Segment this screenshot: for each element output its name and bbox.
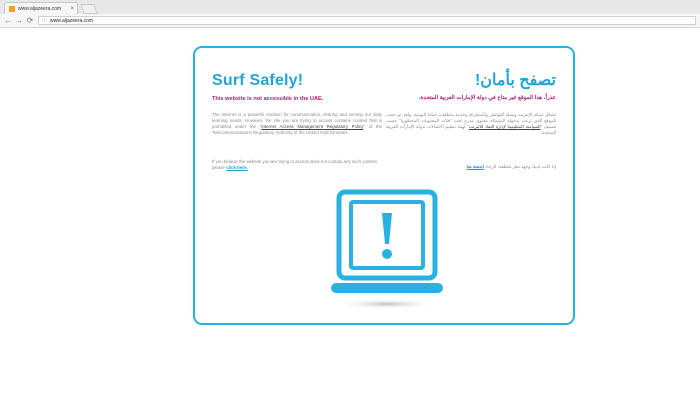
- address-url: www.aljazeera.com: [50, 17, 94, 24]
- page-title-en: Surf Safely!: [212, 72, 304, 89]
- browser-tab[interactable]: [4, 2, 78, 14]
- body-en-part3: If you believe the website you are trying to access does not contain any such content, please: [212, 159, 378, 170]
- address-bar[interactable]: [38, 16, 696, 25]
- page-title-ar: تصفح بأمان!: [474, 72, 556, 89]
- browser-toolbar: [0, 14, 700, 28]
- body-ar-part3: إذا كانت لديك وجهة نظر مختلفة، الرجاء: [485, 164, 556, 169]
- tab-title: www.aljazeera.com: [18, 5, 62, 12]
- body-text-ar: تشكل شبكة الإنترنت وسيلة للتواصل والمشاركة وخدمة متطلبات حياتنا اليومية. ولقد تم حجب الموقع الذي ترغب بدخوله لاشتماله محتوى مدرج تحت "فئات المحتويات المحظورة" حسب تصنيف "السياسة التنظيمية لإدارة النفاذ للانترنت" لهيئة تنظيم الاتصالات بدولة الإمارات العربية المتحدة.: [386, 112, 557, 135]
- body-ar-part2: لهيئة تنظيم الاتصالات بدولة الإمارات العربية المتحدة.: [386, 124, 556, 135]
- policy-link-en[interactable]: Internet Access Management Regulatory Policy: [261, 124, 364, 129]
- body-ar-part1: تشكل شبكة الإنترنت وسيلة للتواصل والمشاركة وخدمة متطلبات حياتنا اليومية. ولقد تم حجب الموقع الذي ترغب بدخوله لاشتماله محتوى مدرج تحت "فئات المحتويات المحظورة" حسب تصنيف: [386, 112, 557, 129]
- click-here-link-ar[interactable]: اضغط هنا: [466, 164, 484, 169]
- info-icon[interactable]: ⓘ: [42, 18, 48, 24]
- subtitle-en: This website is not accessible in the UAE.: [212, 96, 324, 102]
- body-text-en: The Internet is a powerful medium for communication, sharing and serving our daily learning needs. However, the site you are trying to access contains content that is prohibited under the "Internet Access Management Regulatory Policy" of the Telecommunications Regulatory Authority of the United Arab Emirates.: [212, 112, 383, 135]
- favicon-icon: [9, 6, 15, 12]
- tab-close-icon[interactable]: ×: [70, 5, 74, 12]
- policy-link-ar[interactable]: السياسة التنظيمية لإدارة النفاذ للانترنت: [468, 124, 541, 129]
- contact-text-en: [212, 159, 382, 171]
- arrow-right-icon[interactable]: →: [15, 15, 23, 25]
- click-here-link[interactable]: click here.: [226, 165, 248, 170]
- monitor-warning-icon: [331, 186, 443, 314]
- subtitle-ar: عذراً، هذا الموقع غير متاح في دولة الإمارات العربية المتحدة.: [418, 95, 556, 101]
- body-en-part2: of the Telecommunications Regulatory Authority of the United Arab Emirates.: [212, 124, 383, 135]
- contact-text-ar: [386, 164, 556, 170]
- tab-strip: [0, 0, 700, 15]
- arrow-left-icon[interactable]: ←: [4, 15, 12, 25]
- body-en-part1: The Internet is a powerful medium for communication, sharing and serving our daily learning needs. However, the site you are trying to access contains content that is prohibited under the: [212, 112, 382, 129]
- new-tab-button[interactable]: [80, 4, 98, 14]
- block-page-card: [193, 46, 575, 325]
- reload-icon[interactable]: ⟳: [26, 15, 34, 25]
